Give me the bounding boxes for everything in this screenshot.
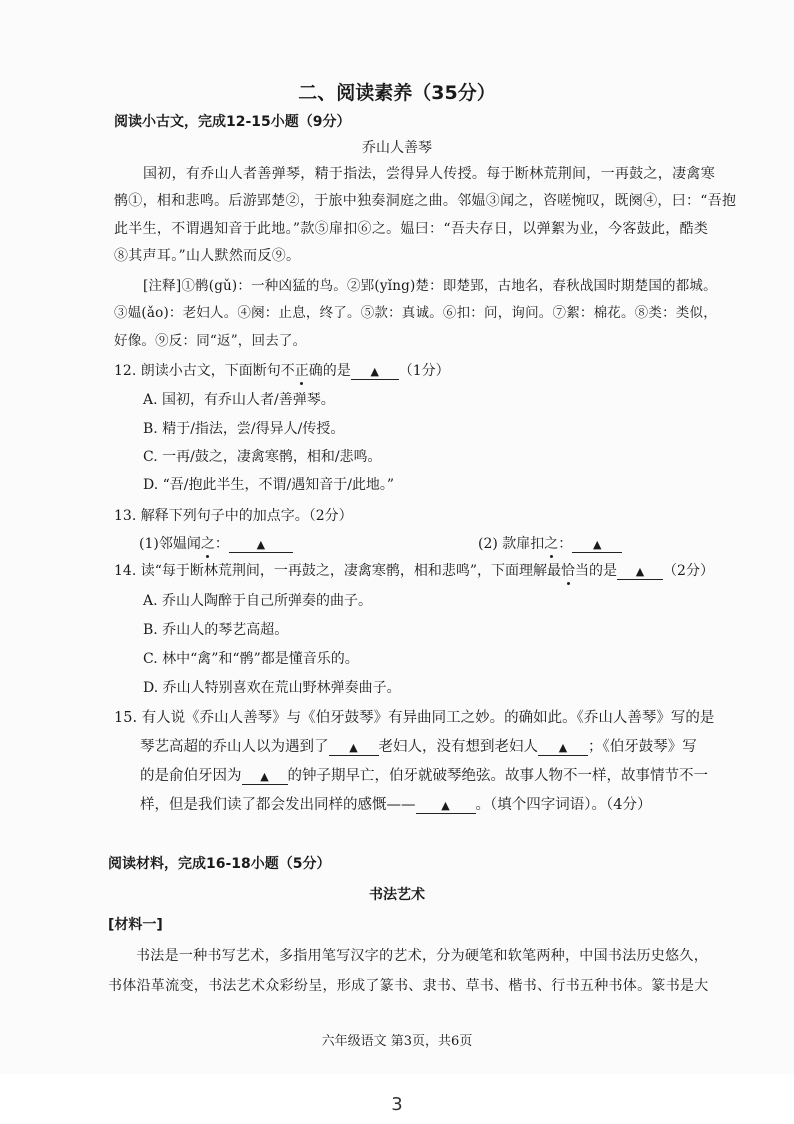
option-c: C. 一再/鼓之，凄禽寒鹘，相和/悲鸣。: [143, 449, 382, 465]
question-15-line3: 的是俞伯牙因为 ▲ 的钟子期早亡，伯牙就破琴绝弦。故事人物不一样，故事情节不一: [140, 768, 708, 784]
question-15-line4: 样，但是我们读了都会发出同样的感慨—— ▲ 。（填个四字词语）。（4分）: [140, 797, 652, 813]
answer-blank-13-2[interactable]: ▲: [572, 538, 622, 553]
option-b: B. 精于/指法，尝/得异人/传授。: [143, 421, 345, 437]
page-number: 3: [391, 1094, 403, 1115]
passage2-line: 书体沿革流变，书法艺术众彩纷呈，形成了篆书、隶书、草书、楷书、行书五种书体。篆书是大: [108, 978, 709, 994]
passage1-line: 此半生，不谓遇知音于此地。”款⑤扉扣⑥之。媪曰：“吾夫存日，以弹絮为业，今客鼓此，酷类: [114, 221, 709, 237]
answer-blank-14[interactable]: ▲: [617, 565, 663, 580]
material-label: [材料一]: [108, 917, 163, 933]
passage1-line: 鹘①，相和悲鸣。后游郢楚②，于旅中独奏洞庭之曲。邻媪③闻之，咨嗟惋叹，既阕④，曰：“吾抱: [114, 193, 737, 209]
passage1-title: 乔山人善琴: [362, 140, 432, 156]
passage1-line: ⑧其声耳。”山人默然而反⑨。: [114, 248, 301, 264]
answer-blank-13-1[interactable]: ▲: [229, 538, 293, 553]
passage2-title: 书法艺术: [369, 887, 425, 903]
question-12: 12. 朗读小古文，下面断句不正确的是 ▲ （1分）: [114, 360, 450, 380]
section-title: 二、阅读素养（35分）: [298, 82, 496, 104]
question-15-line2: 琴艺高超的乔山人以为遇到了 ▲ 老妇人，没有想到老妇人 ▲ ；《伯牙鼓琴》写: [140, 739, 697, 755]
passage2-intro: 阅读材料，完成16-18小题（5分）: [108, 856, 331, 872]
passage1-line: 国初，有乔山人者善弹琴，精于指法，尝得异人传授。每于断林荒荆间，一再鼓之，凄禽寒: [143, 166, 715, 182]
answer-blank-15-2[interactable]: ▲: [538, 741, 588, 756]
emphasis-text: 不正确: [281, 363, 323, 379]
option-d: D. 乔山人特别喜欢在荒山野林弹奏曲子。: [143, 680, 401, 696]
page-footer: 六年级语文 第3页，共6页: [321, 1034, 473, 1049]
option-d: D. “吾/抱此半生，不谓/遇知音于/此地。”: [143, 477, 395, 493]
passage2-line: 书法是一种书写艺术，多指用笔写汉字的艺术，分为硬笔和软笔两种，中国书法历史悠久，: [136, 948, 708, 964]
question-14: 14. 读“每于断林荒荆间，一再鼓之，凄禽寒鹘，相和悲鸣”，下面理解最恰当的是 ▲ （2分）: [114, 560, 714, 580]
question-15-line1: 15. 有人说《乔山人善琴》与《伯牙鼓琴》有异曲同工之妙。的确如此。《乔山人善琴》写的是: [114, 710, 715, 726]
answer-blank-15-4[interactable]: ▲: [416, 799, 476, 814]
passage1-notes: [注释]①鹘(gǔ)：一种凶猛的鸟。②郢(yǐng)楚：即楚郢，古地名，春秋战国时期楚国的都城。: [143, 278, 717, 294]
passage1-intro: 阅读小古文，完成12-15小题（9分）: [114, 114, 351, 130]
option-b: B. 乔山人的琴艺高超。: [143, 622, 289, 638]
passage1-notes: 好像。⑨反：同“返”，回去了。: [114, 333, 307, 349]
answer-blank-12[interactable]: ▲: [351, 365, 399, 380]
passage1-notes: ③媪(ǎo)：老妇人。④阕：止息，终了。⑤款：真诚。⑥扣：问，询问。⑦絮：棉花。⑧类：类似，: [114, 305, 717, 321]
answer-blank-15-3[interactable]: ▲: [242, 770, 288, 785]
question-13: 13. 解释下列句子中的加点字。（2分）: [114, 508, 353, 524]
option-a: A. 乔山人陶醉于自己所弹奏的曲子。: [143, 593, 373, 609]
answer-blank-15-1[interactable]: ▲: [329, 741, 379, 756]
option-a: A. 国初，有乔山人者/善弹琴。: [143, 392, 335, 408]
question-13-part2: (2) 款扉扣之： ▲: [478, 533, 622, 553]
question-13-part1: (1)邻媪闻之： ▲: [139, 533, 293, 553]
option-c: C. 林中“禽”和“鹘”都是懂音乐的。: [143, 651, 359, 667]
